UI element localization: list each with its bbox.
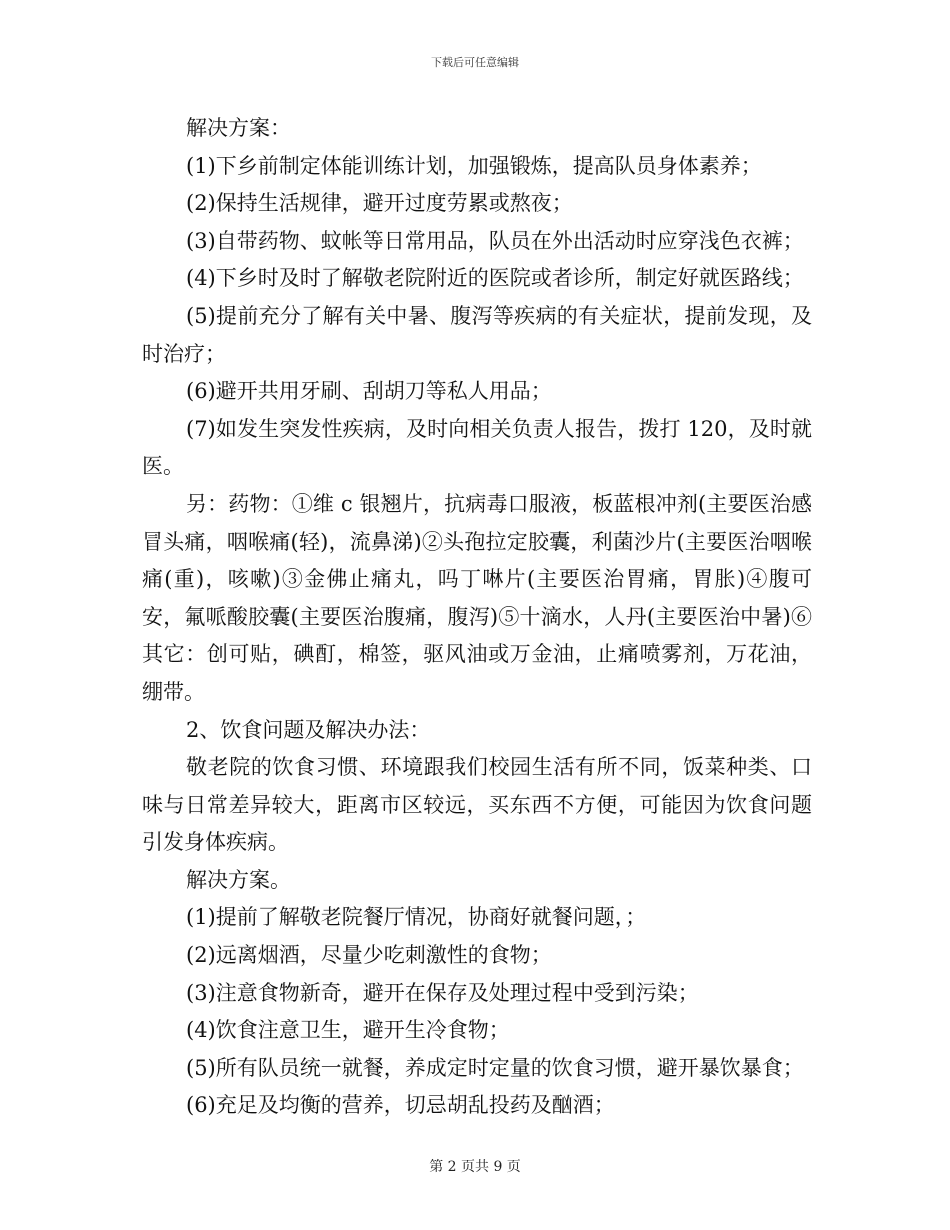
paragraph-solution-heading-2: 解决方案。: [186, 867, 291, 892]
paragraph-solution-heading: 解决方案：: [186, 116, 291, 140]
paragraph-diet-item-5: (5)所有队员统一就餐，养成定时定量的饮食习惯，避开暴饮暴食；: [186, 1055, 804, 1080]
section-heading-diet: 2、饮食问题及解决办法：: [186, 717, 431, 742]
paragraph-item-5: (5)提前充分了解有关中暑、腹泻等疾病的有关症状，提前发现，及时治疗；: [142, 303, 812, 366]
paragraph-item-2: (2)保持生活规律，避开过度劳累或熬夜；: [186, 191, 573, 216]
paragraph-medicine-list: 另：药物：①维 c 银翘片，抗病毒口服液，板蓝根冲剂(主要医治感冒头痛，咽喉痛(轻)，流鼻涕)②头孢拉定胶囊，利菌沙片(主要医治咽喉痛(重)，咳嗽)③金佛止痛丸，吗丁啉片(主要医治胃痛，胃胀)④腹可安，氟哌酸胶囊(主要医治腹痛，腹泻)⑤十滴水，人丹(主要医治中暑)⑥其它：创可贴，碘酊，棉签，驱风油或万金油，止痛喷雾剂，万花油，绷带。: [142, 491, 812, 704]
document-body: [142, 110, 812, 1125]
page-header: 下载后可任意编辑: [431, 56, 519, 69]
paragraph-item-1: (1)下乡前制定体能训练计划，加强锻炼，提高队员身体素养；: [186, 153, 762, 178]
paragraph-diet-item-1: (1)提前了解敬老院餐厅情况，协商好就餐问题，；: [186, 905, 647, 930]
paragraph-diet-problem: 敬老院的饮食习惯、环境跟我们校园生活有所不同，饭菜种类、口味与日常差异较大，距离市区较远，买东西不方便，可能因为饮食问题引发身体疾病。: [142, 755, 812, 855]
paragraph-diet-item-4: (4)饮食注意卫生，避开生冷食物；: [186, 1018, 510, 1043]
paragraph-diet-item-2: (2)远离烟酒，尽量少吃刺激性的食物；: [186, 943, 552, 968]
paragraph-diet-item-3: (3)注意食物新奇，避开在保存及处理过程中受到污染；: [186, 980, 699, 1005]
paragraph-diet-item-6: (6)充足及均衡的营养，切忌胡乱投药及酗酒；: [186, 1093, 615, 1118]
paragraph-item-6: (6)避开共用牙刷、刮胡刀等私人用品；: [186, 379, 552, 404]
paragraph-item-7: (7)如发生突发性疾病，及时向相关负责人报告，拨打 120，及时就医。: [142, 416, 812, 479]
paragraph-item-4: (4)下乡时及时了解敬老院附近的医院或者诊所，制定好就医路线；: [186, 266, 804, 291]
paragraph-item-3: (3)自带药物、蚊帐等日常用品，队员在外出活动时应穿浅色衣裤；: [186, 228, 804, 253]
page-footer: 第 2 页共 9 页: [429, 1159, 521, 1175]
